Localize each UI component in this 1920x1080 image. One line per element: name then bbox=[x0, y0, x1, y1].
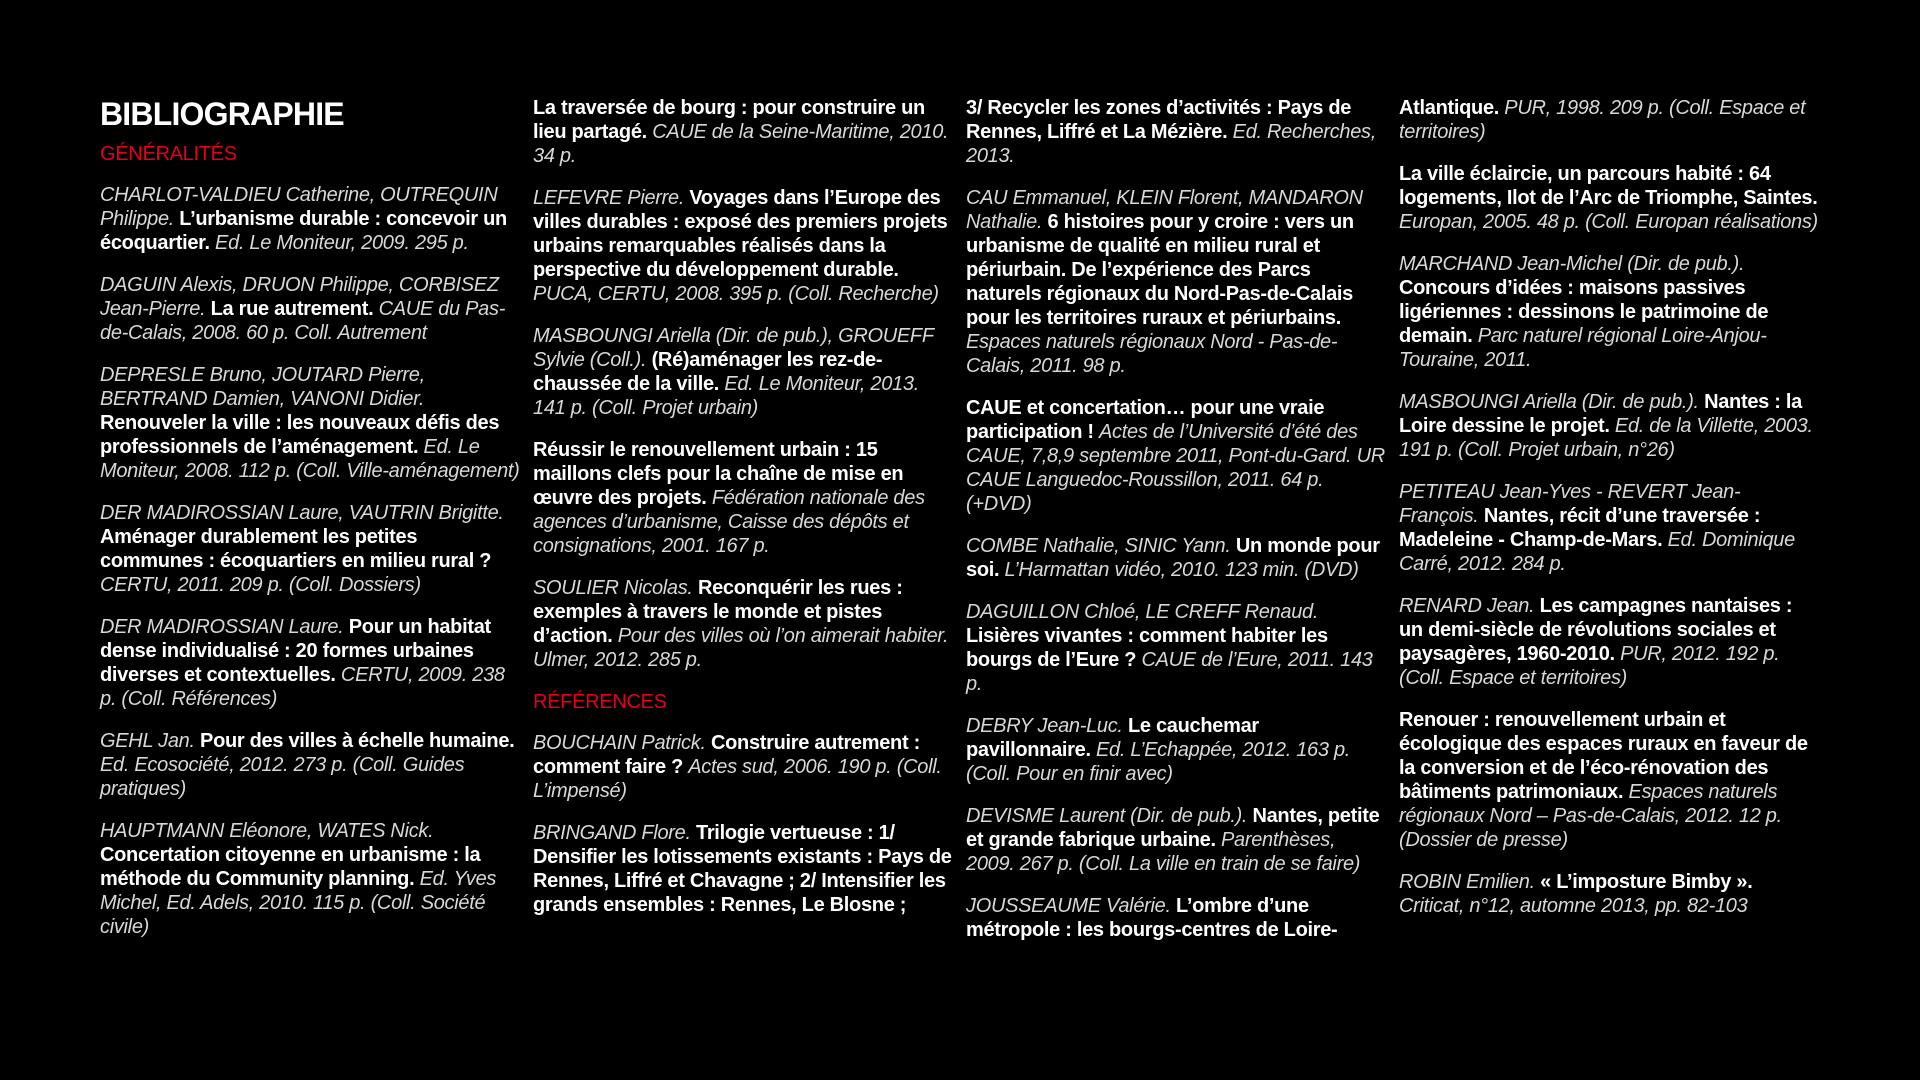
entry-authors: DAGUILLON Chloé, LE CREFF Renaud. bbox=[966, 601, 1319, 623]
entry-title: Pour un habitat dense individualisé : 20 formes urbaines diverses et contextuelles. bbox=[100, 616, 491, 686]
entry-publication: CERTU, 2011. 209 p. (Coll. Dossiers) bbox=[100, 574, 421, 596]
entry-title: Concertation citoyenne en urbanisme : la méthode du Community planning. bbox=[100, 844, 481, 890]
entry-title: L’urbanisme durable : concevoir un écoquartier. bbox=[100, 208, 507, 254]
page-title: BIBLIOGRAPHIE bbox=[100, 96, 344, 132]
entry-authors: DER MADIROSSIAN Laure. bbox=[100, 616, 344, 638]
entry-authors: DEPRESLE Bruno, JOUTARD Pierre, BERTRAND Damien, VANONI Didier. bbox=[100, 364, 425, 410]
entry-publication: Fédération nationale des agences d’urbanisme, Caisse des dépôts et consignations, 2001. 167 p. bbox=[533, 487, 925, 557]
bibliography-entry bbox=[966, 714, 1386, 786]
entry-authors: HAUPTMANN Eléonore, WATES Nick. bbox=[100, 820, 434, 842]
entry-authors: BRINGAND Flore. bbox=[533, 822, 691, 844]
entry-title: 3/ Recycler les zones d’activités : Pays de Rennes, Liffré et La Mézière. bbox=[966, 97, 1352, 143]
bibliography-entry bbox=[100, 819, 520, 939]
entry-publication: CERTU, 2009. 238 p. (Coll. Références) bbox=[100, 664, 505, 710]
bibliography-entry bbox=[966, 894, 1386, 942]
entry-authors: GEHL Jan. bbox=[100, 730, 195, 752]
bibliography-entry bbox=[1399, 708, 1819, 852]
bibliography-entry bbox=[1399, 96, 1819, 144]
entry-authors: DER MADIROSSIAN Laure, VAUTRIN Brigitte. bbox=[100, 502, 504, 524]
entry-publication: PUCA, CERTU, 2008. 395 p. (Coll. Recherche) bbox=[533, 283, 939, 305]
entry-authors: LEFEVRE Pierre. bbox=[533, 187, 685, 209]
entry-publication: Parenthèses, 2009. 267 p. (Coll. La ville en train de se faire) bbox=[966, 829, 1361, 875]
column-1 bbox=[100, 96, 520, 957]
bibliography-entry bbox=[533, 821, 953, 917]
entry-publication: Pour des villes où l’on aimerait habiter. Ulmer, 2012. 285 p. bbox=[533, 625, 949, 671]
entry-authors: MARCHAND Jean-Michel (Dir. de pub.). bbox=[1399, 253, 1745, 275]
entry-title: Reconquérir les rues : exemples à travers le monde et pistes d’action. bbox=[533, 577, 903, 647]
bibliography-entry bbox=[1399, 870, 1819, 918]
entry-title: Nantes, petite et grande fabrique urbaine. bbox=[966, 805, 1380, 851]
entry-publication: Espaces naturels régionaux Nord – Pas-de-Calais, 2012. 12 p. (Dossier de presse) bbox=[1399, 781, 1782, 851]
entry-publication: Ed. de la Villette, 2003. 191 p. (Coll. Projet urbain, n°26) bbox=[1399, 415, 1813, 461]
bibliography-entry bbox=[533, 324, 953, 420]
bibliography-entry bbox=[100, 363, 520, 483]
bibliography-entry bbox=[1399, 252, 1819, 372]
section-heading: RÉFÉRENCES bbox=[533, 691, 667, 713]
bibliography-entry bbox=[966, 396, 1386, 516]
entry-title: 6 histoires pour y croire : vers un urbanisme de qualité en milieu rural et périurbain. De l’expérience des Parcs naturels régionaux du Nord-Pas-de-Calais pour les territoires ruraux et périurbains. bbox=[966, 211, 1354, 329]
bibliography-entry bbox=[533, 96, 953, 168]
entry-publication: Ed. Yves Michel, Ed. Adels, 2010. 115 p. (Coll. Société civile) bbox=[100, 868, 497, 938]
entry-publication: Ed. Recherches, 2013. bbox=[966, 121, 1377, 167]
bibliography-entry bbox=[966, 804, 1386, 876]
bibliography-entry bbox=[100, 273, 520, 345]
entry-title: Renouveler la ville : les nouveaux défis des professionnels de l’aménagement. bbox=[100, 412, 500, 458]
entry-authors: BOUCHAIN Patrick. bbox=[533, 732, 706, 754]
entry-publication: Europan, 2005. 48 p. (Coll. Europan réalisations) bbox=[1399, 211, 1818, 233]
entry-authors: CAU Emmanuel, KLEIN Florent, MANDARON Nathalie. bbox=[966, 187, 1363, 233]
entry-authors: MASBOUNGI Ariella (Dir. de pub.), GROUEFF Sylvie (Coll.). bbox=[533, 325, 934, 371]
entry-publication: Ed. Le Moniteur, 2008. 112 p. (Coll. Ville-aménagement) bbox=[100, 436, 520, 482]
bibliography-entry bbox=[966, 96, 1386, 168]
entry-authors: DAGUIN Alexis, DRUON Philippe, CORBISEZ Jean-Pierre. bbox=[100, 274, 499, 320]
column-2 bbox=[533, 96, 953, 935]
entry-title: Trilogie vertueuse : 1/ Densifier les lotissements existants : Pays de Rennes, Liffré et Chavagne ; 2/ Intensifier les grands ensembles : Rennes, Le Blosne ; bbox=[533, 822, 952, 916]
entry-title: « L’imposture Bimby ». bbox=[1540, 871, 1753, 893]
bibliography-entry bbox=[1399, 594, 1819, 690]
entry-authors: SOULIER Nicolas. bbox=[533, 577, 693, 599]
entry-publication: CAUE de la Seine-Maritime, 2010. 34 p. bbox=[533, 121, 949, 167]
entry-publication: L’Harmattan vidéo, 2010. 123 min. (DVD) bbox=[1004, 559, 1359, 581]
entry-authors: ROBIN Emilien. bbox=[1399, 871, 1535, 893]
bibliography-entry bbox=[1399, 480, 1819, 576]
bibliography-entry bbox=[1399, 390, 1819, 462]
column-3 bbox=[966, 96, 1386, 960]
entry-publication: Actes de l’Université d’été des CAUE, 7,8,9 septembre 2011, Pont-du-Gard. UR CAUE Languedoc-Roussillon, 2011. 64 p. (+DVD) bbox=[966, 421, 1385, 515]
entry-title: Atlantique. bbox=[1399, 97, 1500, 119]
entry-title: Nantes : la Loire dessine le projet. bbox=[1399, 391, 1802, 437]
bibliography-entry bbox=[966, 534, 1386, 582]
entry-title: L’ombre d’une métropole : les bourgs-centres de Loire- bbox=[966, 895, 1338, 941]
entry-authors: COMBE Nathalie, SINIC Yann. bbox=[966, 535, 1231, 557]
bibliography-entry bbox=[966, 186, 1386, 378]
bibliography-entry bbox=[100, 501, 520, 597]
entry-publication: Criticat, n°12, automne 2013, pp. 82-103 bbox=[1399, 895, 1748, 917]
entry-title: Un monde pour soi. bbox=[966, 535, 1380, 581]
entry-authors: PETITEAU Jean-Yves - REVERT Jean-François. bbox=[1399, 481, 1741, 527]
entry-title: Concours d’idées : maisons passives ligériennes : dessinons le patrimoine de demain. bbox=[1399, 277, 1769, 347]
entry-publication: Espaces naturels régionaux Nord - Pas-de-Calais, 2011. 98 p. bbox=[966, 331, 1338, 377]
entry-title: La ville éclaircie, un parcours habité : 64 logements, Ilot de l’Arc de Triomphe, Saintes. bbox=[1399, 163, 1818, 209]
bibliography-entry bbox=[100, 615, 520, 711]
bibliography-entry bbox=[533, 186, 953, 306]
entry-title: Les campagnes nantaises : un demi-siècle de révolutions sociales et paysagères, 1960-2010. bbox=[1399, 595, 1793, 665]
entry-title: La traversée de bourg : pour construire un lieu partagé. bbox=[533, 97, 925, 143]
bibliography-entry bbox=[533, 438, 953, 558]
entry-title: Voyages dans l’Europe des villes durables : exposé des premiers projets urbains remarquables réalisés dans la perspective du développement durable. bbox=[533, 187, 948, 281]
entry-publication: CAUE du Pas-de-Calais, 2008. 60 p. Coll. Autrement bbox=[100, 298, 506, 344]
entry-authors: DEVISME Laurent (Dir. de pub.). bbox=[966, 805, 1248, 827]
bibliography-entry bbox=[1399, 162, 1819, 234]
entry-publication: Ed. Le Moniteur, 2013. 141 p. (Coll. Projet urbain) bbox=[533, 373, 919, 419]
entry-title: Lisières vivantes : comment habiter les bourgs de l’Eure ? bbox=[966, 625, 1328, 671]
entry-title: Pour des villes à échelle humaine. bbox=[200, 730, 515, 752]
entry-title: La rue autrement. bbox=[210, 298, 374, 320]
entry-publication: Ed. Le Moniteur, 2009. 295 p. bbox=[215, 232, 469, 254]
entry-authors: DEBRY Jean-Luc. bbox=[966, 715, 1123, 737]
entry-publication: Parc naturel régional Loire-Anjou-Touraine, 2011. bbox=[1399, 325, 1767, 371]
entry-publication: CAUE de l’Eure, 2011. 143 p. bbox=[966, 649, 1373, 695]
entry-title: Construire autrement : comment faire ? bbox=[533, 732, 920, 778]
entry-authors: JOUSSEAUME Valérie. bbox=[966, 895, 1171, 917]
entry-authors: CHARLOT-VALDIEU Catherine, OUTREQUIN Philippe. bbox=[100, 184, 498, 230]
entry-title: CAUE et concertation… pour une vraie participation ! bbox=[966, 397, 1325, 443]
entry-title: Nantes, récit d’une traversée : Madeleine - Champ-de-Mars. bbox=[1399, 505, 1761, 551]
entry-publication: PUR, 2012. 192 p. (Coll. Espace et territoires) bbox=[1399, 643, 1780, 689]
section-heading: GÉNÉRALITÉS bbox=[100, 143, 237, 165]
entry-publication: Ed. Dominique Carré, 2012. 284 p. bbox=[1399, 529, 1795, 575]
bibliography-entry bbox=[100, 183, 520, 255]
entry-authors: MASBOUNGI Ariella (Dir. de pub.). bbox=[1399, 391, 1699, 413]
entry-authors: RENARD Jean. bbox=[1399, 595, 1535, 617]
entry-title: Le cauchemar pavillonnaire. bbox=[966, 715, 1259, 761]
entry-publication: Ed. Ecosociété, 2012. 273 p. (Coll. Guides pratiques) bbox=[100, 754, 465, 800]
entry-title: Réussir le renouvellement urbain : 15 maillons clefs pour la chaîne de mise en œuvre des projets. bbox=[533, 439, 904, 509]
bibliography-entry bbox=[533, 576, 953, 672]
bibliography-entry bbox=[100, 729, 520, 801]
bibliography-entry bbox=[533, 731, 953, 803]
entry-publication: PUR, 1998. 209 p. (Coll. Espace et territoires) bbox=[1399, 97, 1806, 143]
bibliography-entry bbox=[966, 600, 1386, 696]
entry-title: (Ré)aménager les rez-de-chaussée de la ville. bbox=[533, 349, 883, 395]
entry-title: Renouer : renouvellement urbain et écologique des espaces ruraux en faveur de la conversion et de l’éco-rénovation des bâtiments patrimoniaux. bbox=[1399, 709, 1808, 803]
entry-publication: Ed. L’Echappée, 2012. 163 p. (Coll. Pour en finir avec) bbox=[966, 739, 1351, 785]
column-4 bbox=[1399, 96, 1819, 936]
entry-publication: Actes sud, 2006. 190 p. (Coll. L’impensé) bbox=[533, 756, 942, 802]
entry-title: Aménager durablement les petites communes : écoquartiers en milieu rural ? bbox=[100, 526, 492, 572]
